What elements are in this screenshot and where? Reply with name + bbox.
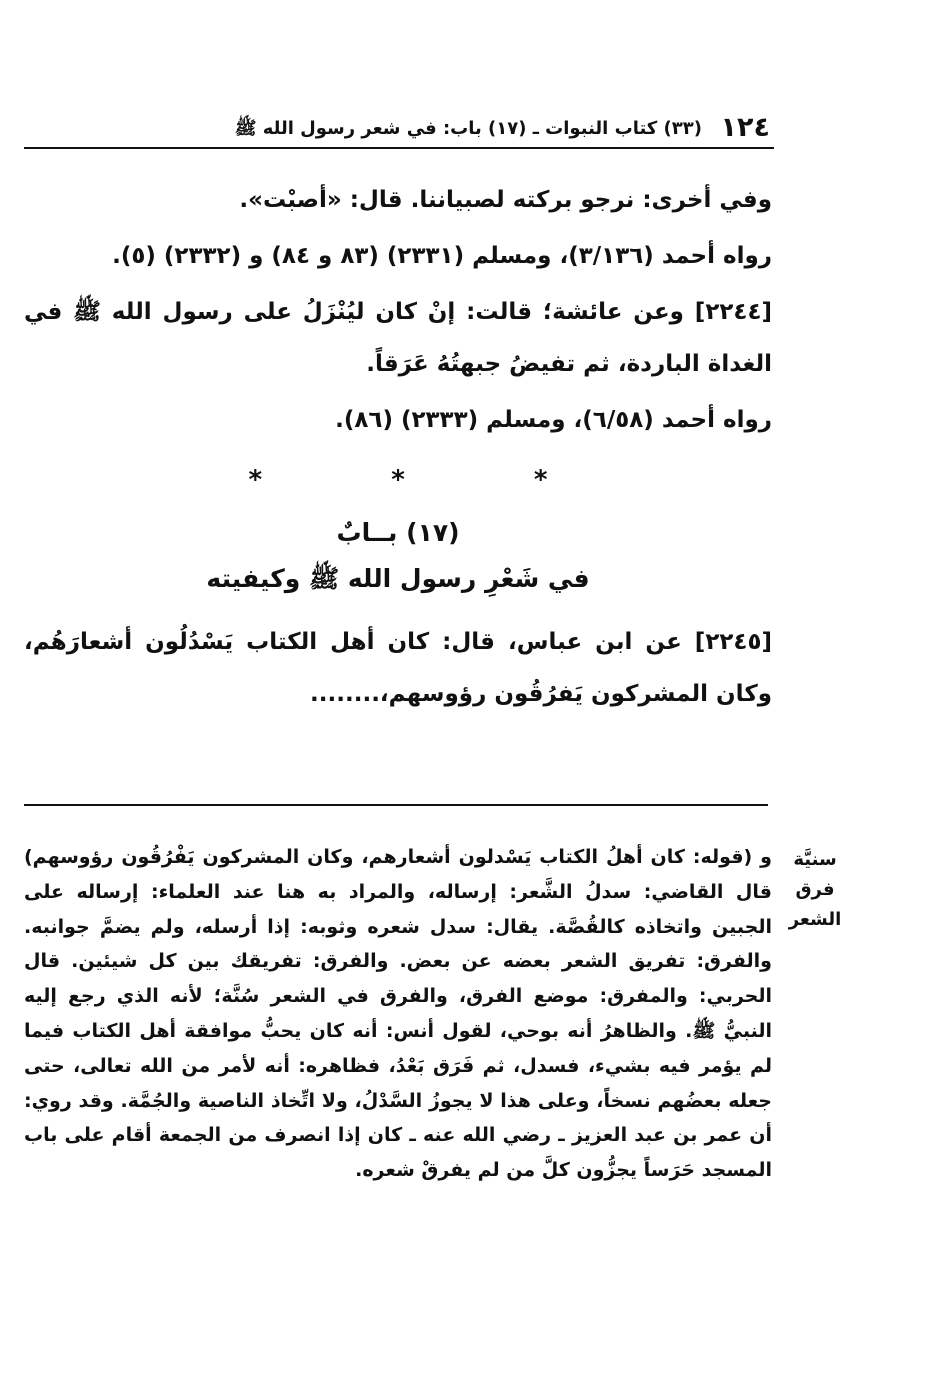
page-number: ١٢٤: [720, 112, 770, 143]
commentary-block: [24, 840, 772, 1188]
main-text: [24, 174, 772, 720]
chapter-title: (١٧) بــابٌ: [336, 518, 460, 547]
paragraph-reference-2: رواه أحمد (٦/٥٨)، ومسلم (٢٣٣٣) (٨٦).: [335, 407, 772, 433]
chapter-subtitle: في شَعْرِ رسول الله ﷺ وكيفيته: [206, 564, 590, 593]
paragraph-hadith-2245: [٢٢٤٥] عن ابن عباس، قال: كان أهل الكتاب يَسْدُلُون أشعارَهُم، وكان المشركون يَفرُقُون رؤوسهم،........: [24, 629, 772, 707]
margin-note: سنيَّة فرق الشعر: [788, 849, 842, 930]
header-rule: [24, 147, 774, 149]
footnote-rule: [24, 804, 768, 806]
paragraph-reference-1: رواه أحمد (٣/١٣٦)، ومسلم (٢٣٣١) (٨٣ و ٨٤) و (٢٣٣٢) (٥).: [112, 243, 772, 269]
paragraph-another-narration: وفي أخرى: نرجو بركته لصبياننا. قال: «أصبْت».: [239, 187, 772, 213]
commentary-text: و (قوله: كان أهلُ الكتاب يَسْدلون أشعارهم، وكان المشركون يَفْرُقُون رؤوسهم) قال القاضي: سدلُ الشَّعر: إرساله، والمراد به هنا عند العلماء: إرساله على الجبين واتخاذه كالقُصَّة. يقال: سدل شعره وثوبه: إذا أرسله، ولم يضمَّ جوانبه. والفرق: تفريق الشعر بعضه عن بعض. والفرق: تفريقك بين كل شيئين. قال الحربي: والمفرق: موضع الفرق، والفرق في الشعر سُنَّة؛ لأنه الذي رجع إليه النبيُّ ﷺ. والظاهرُ أنه بوحي، لقول أنس: أنه كان يحبُّ موافقة أهل الكتاب فيما لم يؤمر فيه بشيء، فسدل، ثم فَرَق بَعْدُ، فظاهره: أنه لأمر من الله تعالى، حتى جعله بعضُهم نسخاً، وعلى هذا لا يجوزُ السَّدْلُ، ولا اتِّخاذ الناصية والجُمَّة. وقد روي: أن عمر بن عبد العزيز ـ رضي الله عنه ـ كان إذا انصرف من الجمعة أقام على باب المسجد حَرَساً يجزُّون كلَّ من لم يفرقْ شعره.: [24, 846, 772, 1182]
paragraph-hadith-2244: [٢٢٤٤] وعن عائشة؛ قالت: إنْ كان ليُنْزَلُ على رسول الله ﷺ في الغداة الباردة، ثم تفيضُ جبهتُهُ عَرَقاً.: [24, 299, 772, 377]
running-head: (٣٣) كتاب النبوات ـ (١٧) باب: في شعر رسول الله ﷺ: [234, 118, 702, 139]
section-separator-stars: * * *: [248, 465, 608, 495]
